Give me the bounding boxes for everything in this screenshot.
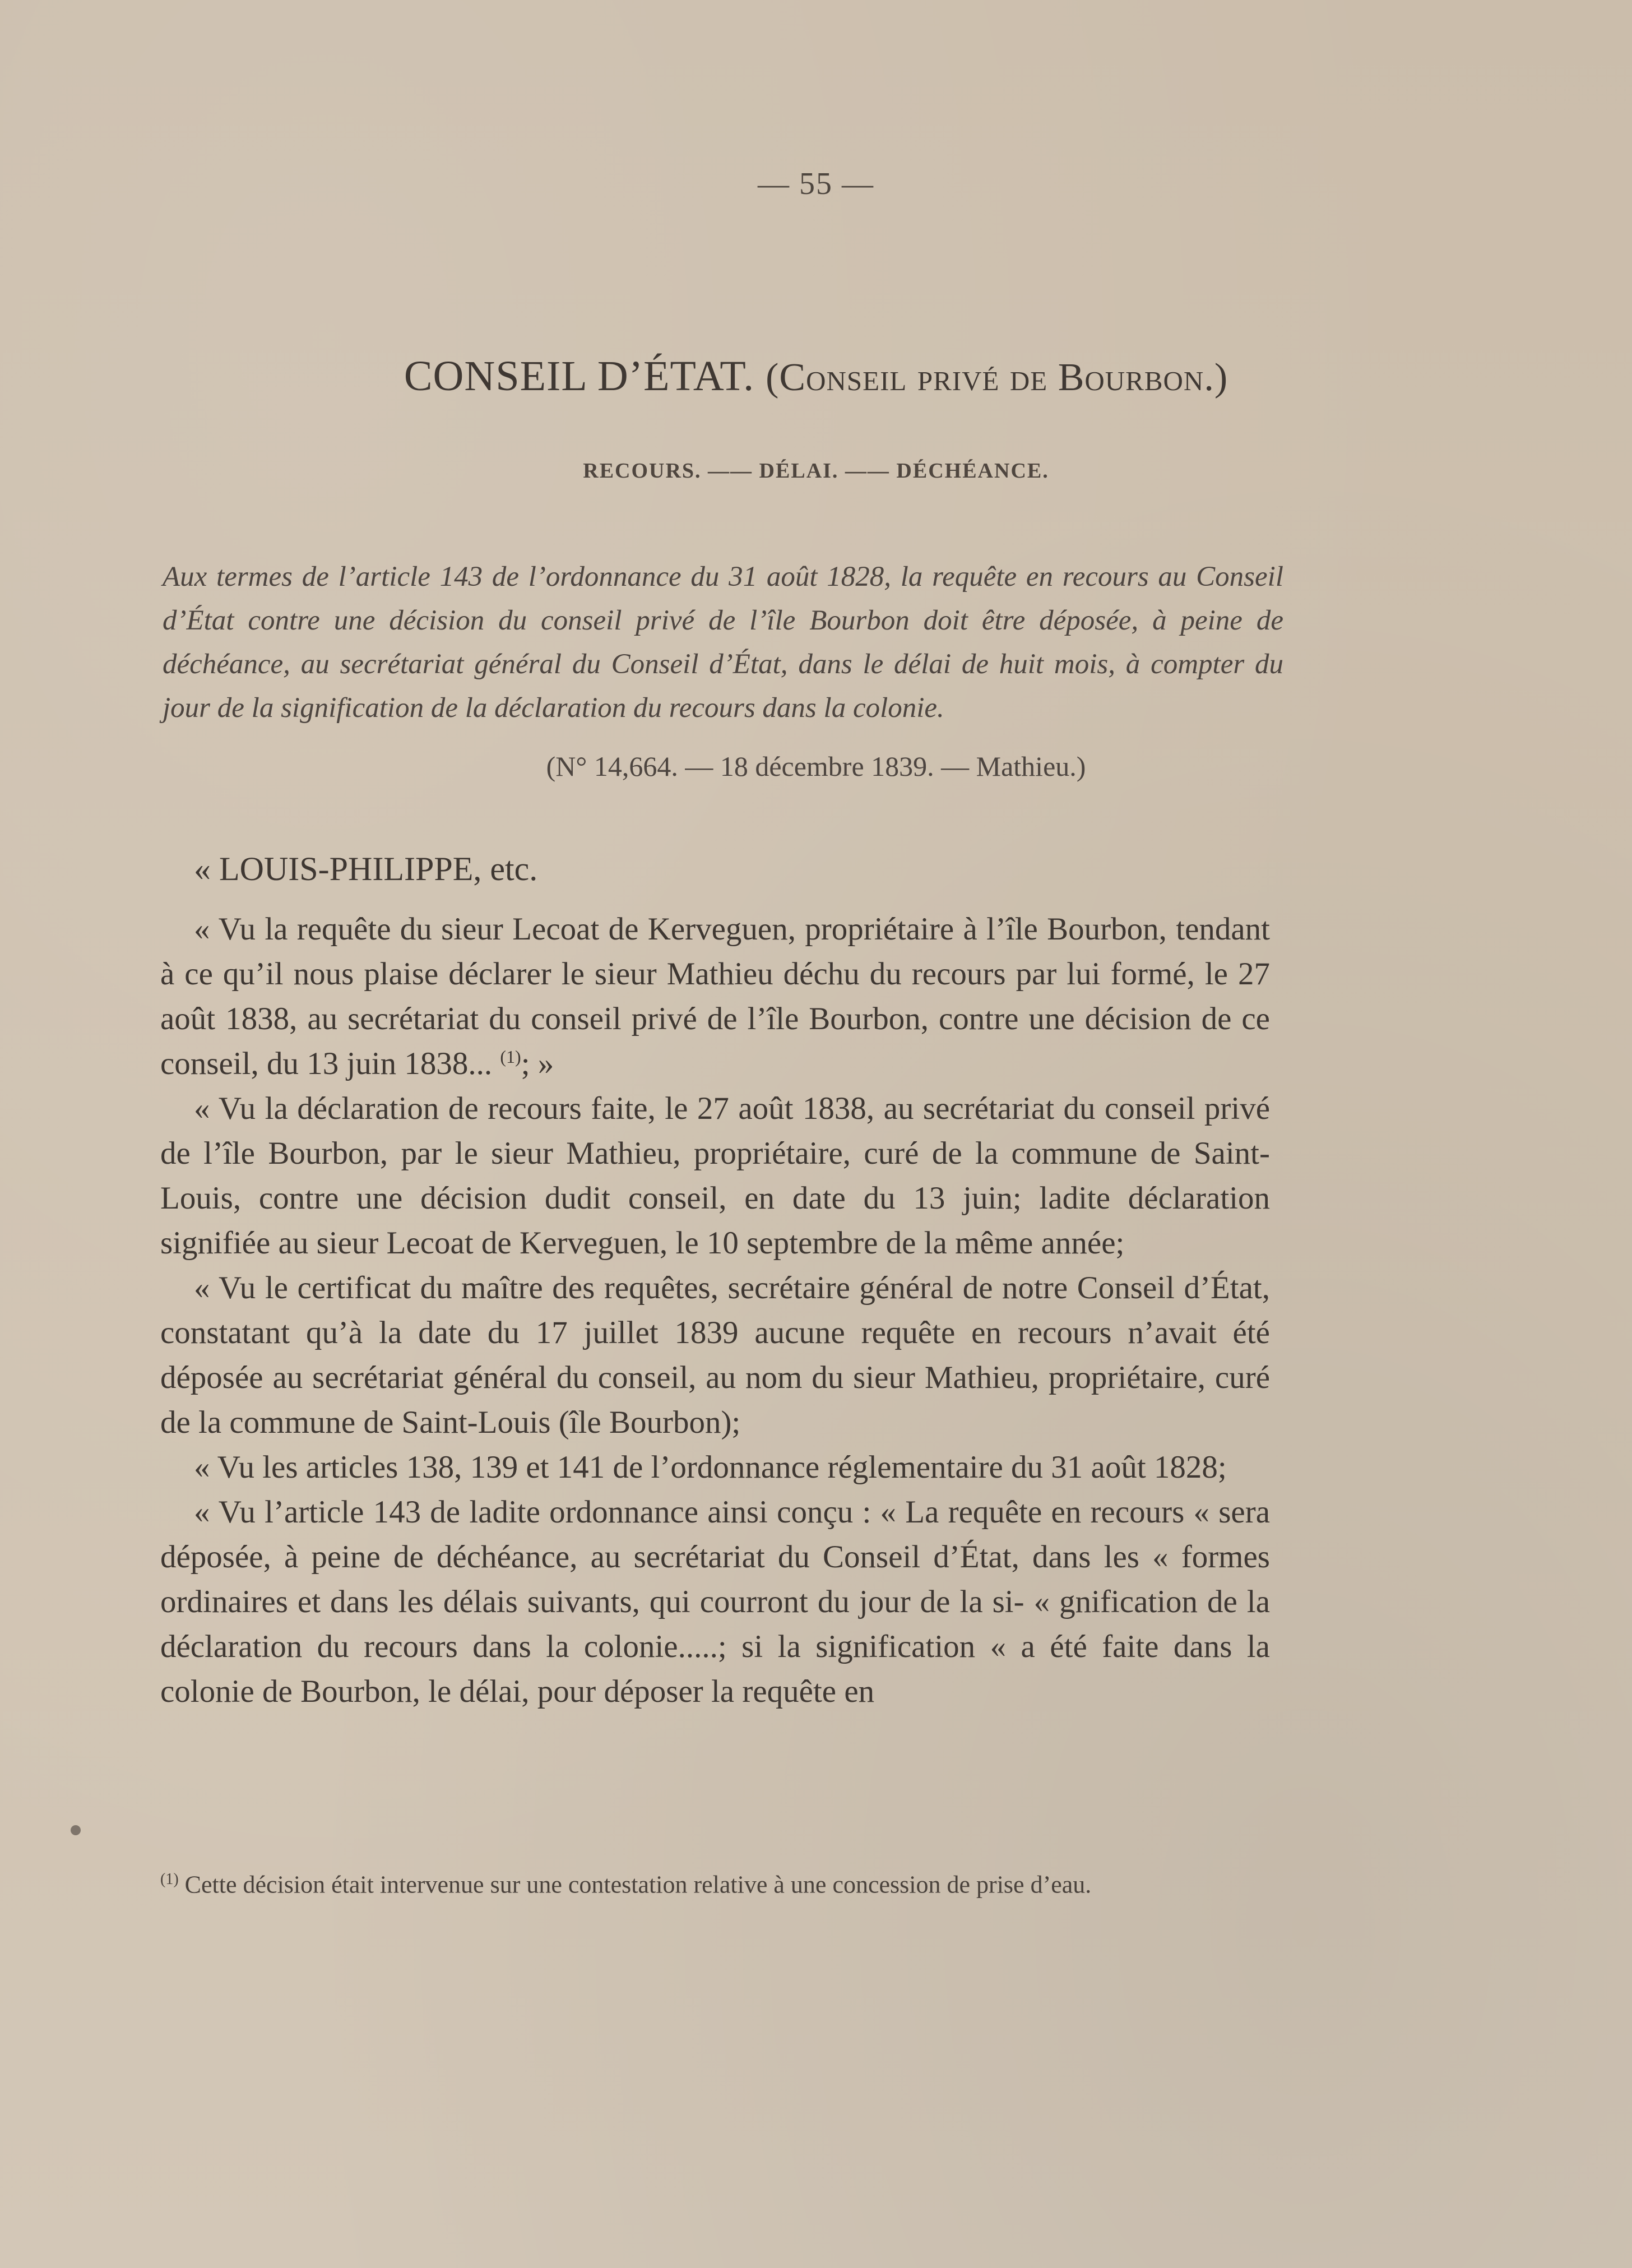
summary-text: Aux termes de l’article 143 de l’ordonnance du 31 août 1828, la requête en recours au Conseil d’État contre une décision du conseil privé de l’île Bourbon doit être déposée, à peine de déchéance, au secrétariat général du Conseil d’État, dans le délai de huit mois, à compter du jour de la signification de la déclaration du recours dans la colonie. [163,561,1283,724]
decision-body [160,846,1270,1714]
case-reference: (N° 14,664. — 18 décembre 1839. — Mathieu.) [546,751,1086,782]
section-title [0,352,1632,401]
title-main: CONSEIL D’ÉTAT. [404,353,755,400]
body-paragraph: « Vu la déclaration de recours faite, le 27 août 1838, au secrétariat du conseil privé de l’île Bourbon, par le sieur Mathieu, propriétaire, curé de la commune de Saint-Louis, contre une décision dudit conseil, en date du 13 juin; ladite déclaration signifiée au sieur Lecoat de Kerveguen, le 10 septembre de la même année; [160,1091,1270,1261]
footnote-text: Cette décision était intervenue sur une contestation relative à une concession de prise d’eau. [184,1871,1092,1899]
sovereign-line: « LOUIS-PHILIPPE, etc. [194,850,538,887]
keywords-line: RECOURS. —— DÉLAI. —— DÉCHÉANCE. [583,459,1049,483]
footnote [160,1861,1270,1904]
summary-block [163,555,1283,730]
paragraph-text: « Vu la requête du sieur Lecoat de Kerveguen, propriétaire à l’île Bourbon, tendant à ce qu’il nous plaise déclarer le sieur Mathieu déchu du recours par lui formé, le 27 août 1838, au secrétariat du conseil privé de l’île Bourbon, contre une décision de ce conseil, du 13 juin 1838... [160,911,1270,1081]
body-paragraph [160,907,1270,1086]
page-number: — 55 — [758,166,874,201]
footnote-ref: (1) [500,1047,521,1067]
title-subtitle: (Conseil privé de Bourbon.) [766,356,1228,399]
paragraph-end: ; » [521,1046,554,1081]
body-paragraph: « Vu l’article 143 de ladite ordonnance ainsi conçu : « La requête en recours « sera déposée, à peine de déchéance, au secrétariat du Conseil d’État, dans les « formes ordinaires et dans les délais suivants, qui courront du jour de la si- « gnification de la déclaration du recours dans la colonie.....; si la signification « a été faite dans la colonie de Bourbon, le délai, pour déposer la requête en [160,1494,1270,1709]
body-paragraph: « Vu les articles 138, 139 et 141 de l’ordonnance réglementaire du 31 août 1828; [194,1450,1227,1485]
paper-speck [71,1825,81,1835]
footnote-marker: (1) [160,1871,179,1888]
body-paragraph: « Vu le certificat du maître des requêtes, secrétaire général de notre Conseil d’État, constatant qu’à la date du 17 juillet 1839 aucune requête en recours n’avait été déposée au secrétariat général du conseil, au nom du sieur Mathieu, propriétaire, curé de la commune de Saint-Louis (île Bourbon); [160,1270,1270,1440]
